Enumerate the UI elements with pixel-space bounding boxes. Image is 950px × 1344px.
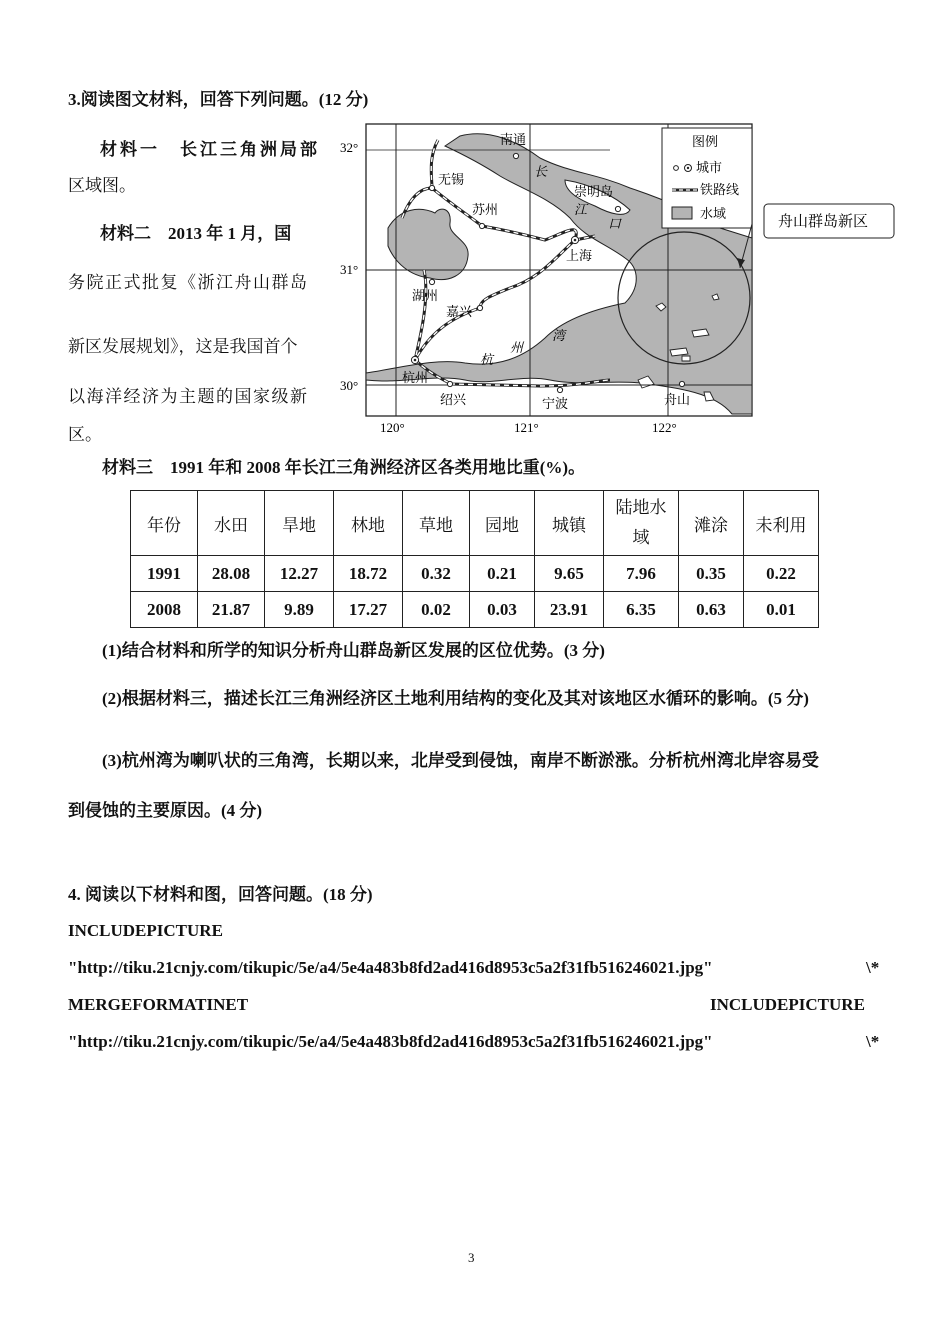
material-2-line-2: 务院正式批复《浙江舟山群岛 xyxy=(68,273,309,292)
city-ningbo: 宁波 xyxy=(542,396,569,411)
table-row xyxy=(131,556,819,592)
cell: 0.32 xyxy=(403,556,470,592)
cell: 23.91 xyxy=(535,592,604,628)
cell: 12.27 xyxy=(265,556,334,592)
city-suzhou: 苏州 xyxy=(472,202,499,217)
lon-122: 122° xyxy=(652,420,677,435)
city-chongming: 崇明岛 xyxy=(574,184,614,199)
cell: 0.63 xyxy=(679,592,744,628)
header-unused: 未利用 xyxy=(744,491,819,556)
callout-zhoushan-new-area: 舟山群岛新区 xyxy=(778,214,869,230)
cell: 6.35 xyxy=(604,592,679,628)
city-zhoushan: 舟山 xyxy=(664,392,691,407)
cell: 0.21 xyxy=(470,556,535,592)
legend-title: 图例 xyxy=(692,134,719,149)
cell: 0.22 xyxy=(744,556,819,592)
field-code-include-1: INCLUDEPICTURE xyxy=(68,921,223,940)
legend-city-label: 城市 xyxy=(696,160,723,175)
header-tidal-flat: 滩涂 xyxy=(679,491,744,556)
land-use-table xyxy=(130,490,819,628)
header-dryland: 旱地 xyxy=(265,491,334,556)
lon-121: 121° xyxy=(514,420,539,435)
material-2-line-4: 以海洋经济为主题的国家级新 xyxy=(68,387,309,406)
cell: 0.01 xyxy=(744,592,819,628)
field-code-url-2: "http://tiku.21cnjy.com/tikupic/5e/a4/5e4a483b8fd2ad416d8953c5a2f31fb516246021.jpg" xyxy=(68,1032,713,1051)
question-3-3-line-2: 到侵蚀的主要原因。(4 分) xyxy=(68,801,263,820)
cell: 9.65 xyxy=(535,556,604,592)
material-1-line-2: 区域图。 xyxy=(68,176,136,195)
legend-rail-label: 铁路线 xyxy=(700,182,740,197)
question-3-3-line-1: (3)杭州湾为喇叭状的三角湾，长期以来，北岸受到侵蚀，南岸不断淤涨。分析杭州湾北岸容易受 xyxy=(102,751,819,770)
header-forest: 林地 xyxy=(334,491,403,556)
header-grass: 草地 xyxy=(403,491,470,556)
label-jiang: 江 xyxy=(574,202,588,217)
cell: 21.87 xyxy=(198,592,265,628)
table-header-row xyxy=(131,491,819,556)
material-2-line-3: 新区发展规划》，这是我国首个 xyxy=(68,337,298,356)
lat-31: 31° xyxy=(340,262,359,277)
material-3: 材料三 1991 年和 2008 年长江三角洲经济区各类用地比重(%)。 xyxy=(102,458,586,477)
legend-water-label: 水域 xyxy=(700,206,727,221)
lat-30: 30° xyxy=(340,378,359,393)
city-shanghai: 上海 xyxy=(566,248,593,263)
header-orchard: 园地 xyxy=(470,491,535,556)
cell: 1991 xyxy=(131,556,198,592)
city-hangzhou: 杭州 xyxy=(402,370,429,385)
label-chang: 长 xyxy=(534,164,548,179)
field-code-switch-1: \* xyxy=(866,958,880,977)
question-3-title: 3.阅读图文材料，回答下列问题。(12 分) xyxy=(68,90,369,109)
table-row xyxy=(131,592,819,628)
header-land-water-l1: 陆地水 xyxy=(615,498,667,517)
field-code-include-2: INCLUDEPICTURE xyxy=(710,995,865,1014)
cell: 0.03 xyxy=(470,592,535,628)
label-zhou: 州 xyxy=(510,340,524,355)
cell: 9.89 xyxy=(265,592,334,628)
header-year: 年份 xyxy=(131,491,198,556)
city-huzhou: 湖州 xyxy=(412,288,439,303)
material-2-line-5: 区。 xyxy=(68,425,102,444)
city-wuxi: 无锡 xyxy=(438,172,465,187)
cell: 18.72 xyxy=(334,556,403,592)
cell: 0.35 xyxy=(679,556,744,592)
header-paddy: 水田 xyxy=(198,491,265,556)
material-1-line-1: 材料一 长江三角洲局部 xyxy=(100,140,320,159)
city-shaoxing: 绍兴 xyxy=(440,392,467,407)
cell: 0.02 xyxy=(403,592,470,628)
header-land-water-l2: 域 xyxy=(632,528,650,547)
header-land-water xyxy=(604,491,679,556)
material-2-line-1: 材料二 2013 年 1 月，国 xyxy=(100,224,292,243)
city-jiaxing: 嘉兴 xyxy=(446,304,473,319)
field-code-switch-2: \* xyxy=(866,1032,880,1051)
label-wan: 湾 xyxy=(552,328,566,343)
question-3-2: (2)根据材料三，描述长江三角洲经济区土地利用结构的变化及其对该地区水循环的影响。(5 分) xyxy=(102,689,809,708)
question-4-title: 4. 阅读以下材料和图，回答问题。(18 分) xyxy=(68,885,373,904)
lon-120: 120° xyxy=(380,420,405,435)
cell: 7.96 xyxy=(604,556,679,592)
header-urban: 城镇 xyxy=(535,491,604,556)
cell: 17.27 xyxy=(334,592,403,628)
label-hang: 杭 xyxy=(480,352,494,367)
field-code-url-1: "http://tiku.21cnjy.com/tikupic/5e/a4/5e4a483b8fd2ad416d8953c5a2f31fb516246021.jpg" xyxy=(68,958,713,977)
lat-32: 32° xyxy=(340,140,359,155)
page-number: 3 xyxy=(468,1250,475,1265)
label-kou: 口 xyxy=(608,216,622,231)
yangtze-delta-map xyxy=(340,118,900,440)
cell: 2008 xyxy=(131,592,198,628)
field-code-mergeformat: MERGEFORMATINET xyxy=(68,995,249,1014)
cell: 28.08 xyxy=(198,556,265,592)
question-3-1: (1)结合材料和所学的知识分析舟山群岛新区发展的区位优势。(3 分) xyxy=(102,641,605,660)
city-nantong: 南通 xyxy=(500,132,527,147)
